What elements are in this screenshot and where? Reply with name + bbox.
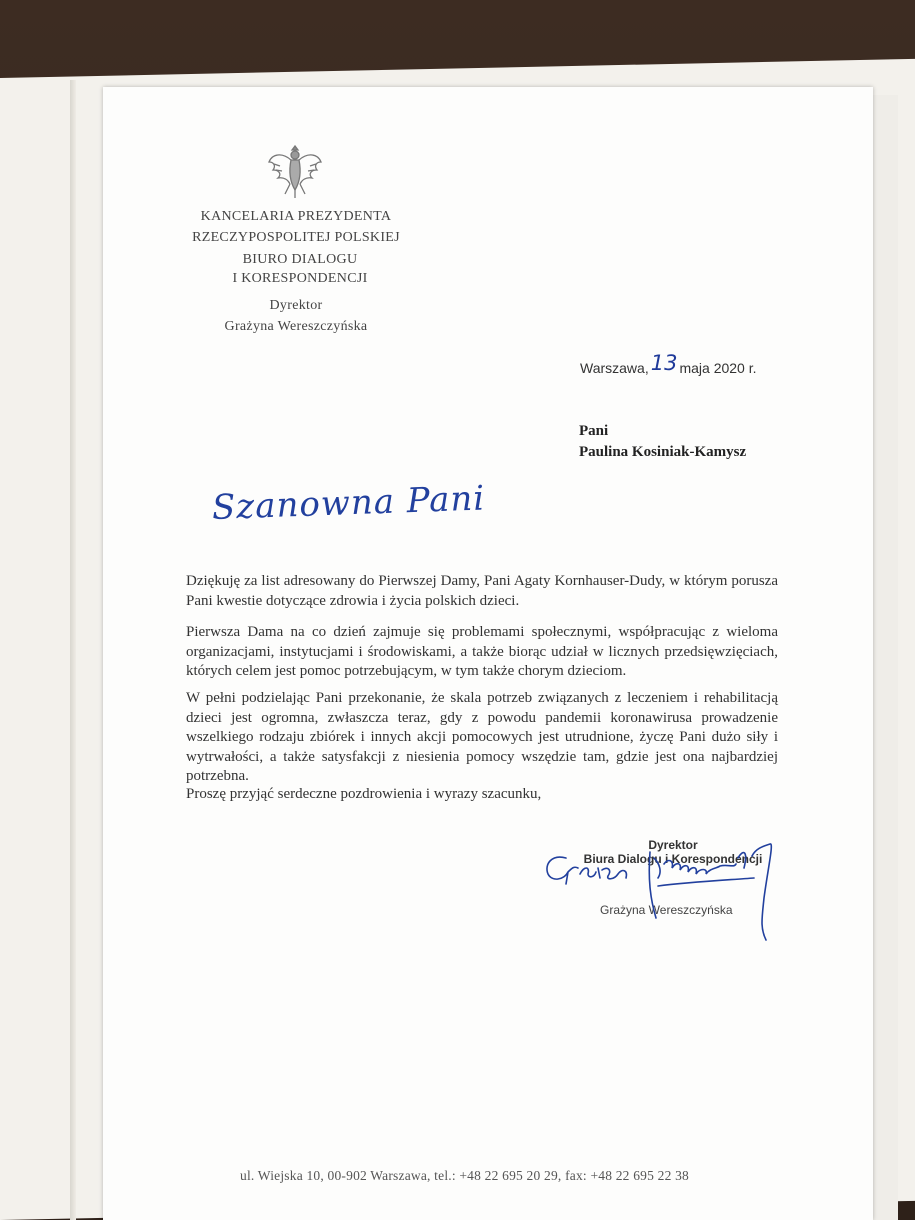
office-name bbox=[180, 206, 412, 248]
closing-line: Proszę przyjąć serdeczne pozdrowienia i wyrazy szacunku, bbox=[186, 786, 542, 802]
folder-edge bbox=[70, 80, 76, 1220]
recipient-name: Paulina Kosiniak-Kamysz bbox=[579, 444, 747, 460]
signature-title-line-2: Biura Dialogu i Korespondencji bbox=[583, 852, 763, 866]
office-line-1: KANCELARIA PREZYDENTA bbox=[200, 209, 392, 224]
director-title: Dyrektor bbox=[269, 298, 323, 313]
date-rest: maja 2020 r. bbox=[679, 360, 757, 376]
signature-stamp-name: Grażyna Wereszczyńska bbox=[600, 903, 733, 917]
polish-eagle-emblem-icon bbox=[264, 140, 326, 202]
bureau-line-1: BIURO DIALOGU bbox=[242, 252, 358, 267]
director-header bbox=[180, 295, 412, 337]
paragraph-2: Pierwsza Dama na co dzień zajmuje się problemami społecznymi, współpracując z wieloma organizacjami, instytucjami i środowiskami, a także biorąc udział w licznych przedsięwzięciach, których celem jest pomoc potrzebującym, w tym także chorym dzieciom. bbox=[186, 624, 778, 679]
recipient-title: Pani bbox=[579, 423, 609, 439]
bureau-name bbox=[200, 250, 400, 288]
paragraph-3: W pełni podzielając Pani przekonanie, że skala potrzeb związanych z leczeniem i rehabilitacją dzieci jest ogromna, zwłaszcza teraz, gdy z powodu pandemii koronawirusa prowadzenie wszelkiego rodzaju zbiórek i innych akcji pomocowych jest utrudnione, życzę Pani dużo siły i wytrwałości, a także satysfakcji z niesienia pomocy wszędzie tam, gdzie jest ona najbardziej potrzebna. bbox=[186, 690, 778, 784]
handwritten-signature bbox=[538, 828, 788, 948]
date-day-handwritten: 13 bbox=[650, 351, 678, 375]
office-line-2: RZECZYPOSPOLITEJ POLSKIEJ bbox=[192, 230, 400, 245]
handwritten-salutation: Szanowna Pani bbox=[211, 478, 486, 528]
letter-footer: ul. Wiejska 10, 00-902 Warszawa, tel.: +48 22 695 20 29, fax: +48 22 695 22 38 bbox=[240, 1168, 690, 1183]
bureau-line-2: I KORESPONDENCJI bbox=[232, 271, 368, 286]
letter-date bbox=[580, 351, 757, 378]
recipient-block bbox=[579, 421, 746, 463]
date-city: Warszawa, bbox=[580, 360, 649, 376]
paragraph-1: Dziękuję za list adresowany do Pierwszej Damy, Pani Agaty Kornhauser-Dudy, w którym porusza Pani kwestie dotyczące zdrowia i życia polskich dzieci. bbox=[186, 573, 778, 609]
director-name: Grażyna Wereszczyńska bbox=[224, 319, 368, 334]
signature-title-line-1: Dyrektor bbox=[648, 838, 698, 852]
